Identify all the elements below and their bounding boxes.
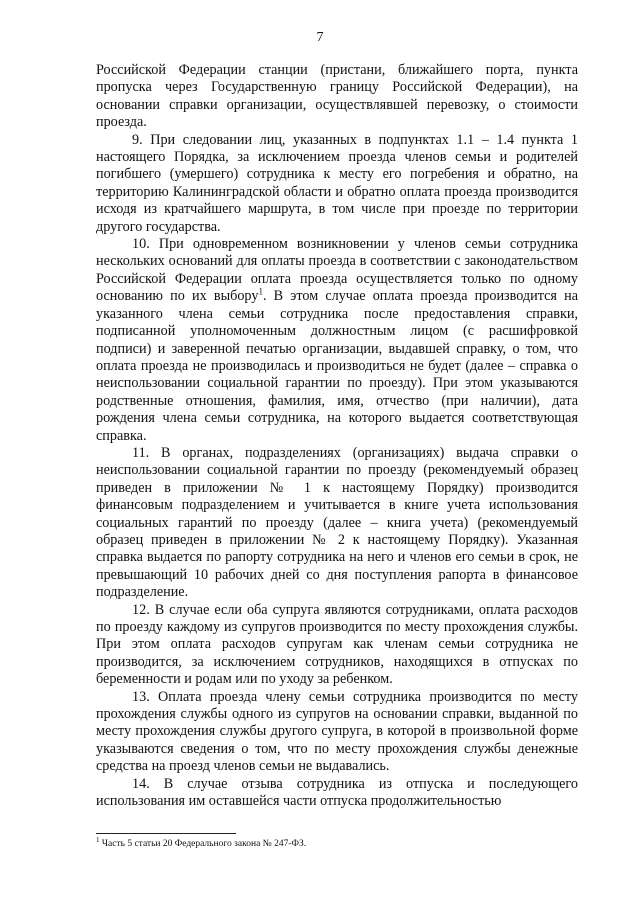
paragraph-10 [96,236,578,445]
page-number: 7 [316,30,324,45]
paragraph-12: 12. В случае если оба супруга являются сотрудниками, оплата расходов по проезду каждому из супругов производится по месту прохождения службы. При этом оплата расходов супругам как членам семьи сотрудника не производится, за исключением сотрудников, находящихся в отпусках по беременности и родам или по уходу за ребенком. [96,601,578,688]
paragraph-10-text-before: 10. При одновременном возникновении у членов семьи сотрудника нескольких оснований для оплаты проезда в соответствии с законодательством Российской Федерации оплата проезда осуществляется только по одному основанию по их выбору [96,236,578,305]
paragraph-9: 9. При следовании лиц, указанных в подпунктах 1.1 – 1.4 пункта 1 настоящего Порядка, за исключением проезда членов семьи и родителей погибшего (умершего) сотрудника к месту его погребения и обратно, на территорию Калининградской области и обратно оплата проезда производится исходя из кратчайшего маршрута, в том числе при проезде по территории другого государства. [96,131,578,235]
footnote-divider [96,833,236,834]
paragraph-11: 11. В органах, подразделениях (организациях) выдача справки о неиспользовании социальной гарантии по проезду (рекомендуемый образец приведен в приложении № 1 к настоящему Порядку) производится финансовым подразделением и учитывается в книге учета использования социальных гарантий по проезду (далее – книга учета) (рекомендуемый образец приведен в приложении № 2 к настоящему Порядку). Указанная справка выдается по рапорту сотрудника на него и членов его семьи в срок, не превышающий 10 рабочих дней со дня поступления рапорта в финансовое подразделение. [96,444,578,601]
paragraph-continuation: Российской Федерации станции (пристани, ближайшего порта, пункта пропуска через Государственную границу Российской Федерации), на основании справки организации, осуществлявшей перевозку, о стоимости проезда. [96,62,578,131]
paragraph-14: 14. В случае отзыва сотрудника из отпуска и последующего использования им оставшейся части отпуска продолжительностью [96,775,578,810]
document-body [96,62,578,810]
paragraph-10-text-after: . В этом случае оплата проезда производится на указанного члена семьи сотрудника после предоставления справки, подписанной уполномоченным должностным лицом (с расшифровкой подписи) и заверенной печатью организации, выдавшей справку, о том, что оплата проезда не производилась и производиться не будет (далее – справка о неиспользовании социальной гарантии по проезду). При этом указываются родственные отношения, фамилия, имя, отчество (при наличии), дата рождения члена семьи сотрудника, на которого выдается соответствующая справка. [96,288,578,444]
footnote-text: Часть 5 статьи 20 Федерального закона № 247-ФЗ. [99,839,307,849]
paragraph-13: 13. Оплата проезда члену семьи сотрудника производится по месту прохождения службы одного из супругов на основании справки, выданной по месту прохождения службы другого супруга, в которой в произвольной форме указываются сведения о том, что по месту прохождения службы денежные средства на проезд членов семьи не выдавались. [96,688,578,775]
footnote-reference: 1 [258,286,263,297]
footnote [96,835,578,850]
footnote-marker: 1 [96,835,100,844]
